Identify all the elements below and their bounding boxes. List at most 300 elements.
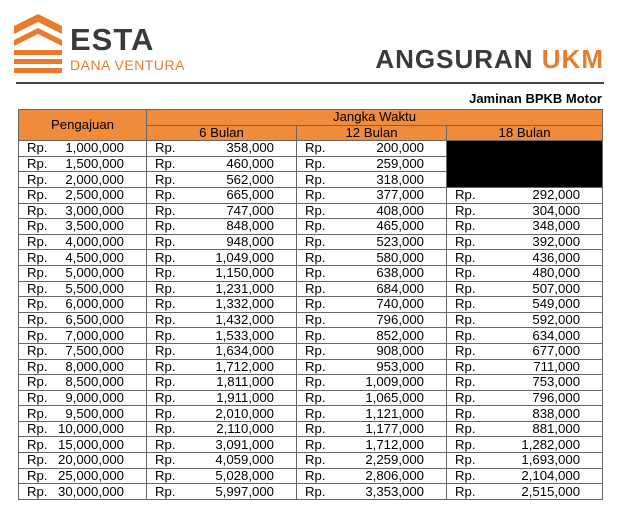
currency-label: Rp. [455,483,476,499]
currency-label: Rp. [455,421,476,437]
amount-value: 1,811,000 [216,374,274,390]
amount-value: 1,009,000 [365,374,424,390]
pengajuan-cell [19,359,147,375]
12-bulan-cell [297,172,447,188]
amount-value: 1,049,000 [215,249,274,265]
amount-value: 480,000 [532,265,581,281]
table-row [19,468,603,484]
18-bulan-cell [447,250,603,266]
pengajuan-cell [19,437,147,453]
pengajuan-cell [19,390,147,406]
currency-label: Rp. [155,265,176,281]
18-bulan-cell [447,343,603,359]
amount-value: 200,000 [376,140,424,156]
pengajuan-cell [19,468,147,484]
table-row [19,281,603,297]
table-row [19,250,603,266]
pengajuan-cell [19,297,147,313]
currency-label: Rp. [455,358,476,374]
currency-label: Rp. [305,265,326,281]
pengajuan-cell [19,203,147,219]
18-bulan-cell [447,390,603,406]
pengajuan-cell [19,453,147,469]
currency-label: Rp. [305,296,326,312]
18-bulan-cell [447,406,603,422]
currency-label: Rp. [27,467,48,483]
currency-label: Rp. [155,327,176,343]
amount-value: 465,000 [376,218,424,234]
6-bulan-cell [147,468,297,484]
brand-name: ESTA [70,22,155,57]
table-row [19,187,603,203]
6-bulan-cell [147,390,297,406]
12-bulan-cell [297,328,447,344]
amount-value: 953,000 [376,358,424,374]
amount-value: 318,000 [376,171,424,187]
currency-label: Rp. [27,156,48,172]
12-bulan-cell [297,484,447,500]
currency-label: Rp. [455,280,476,296]
18-bulan-cell [447,297,603,313]
pengajuan-cell [19,312,147,328]
currency-label: Rp. [27,452,48,468]
18-bulan-cell [447,203,603,219]
currency-label: Rp. [305,389,326,405]
currency-label: Rp. [305,452,326,468]
header-pengajuan: Pengajuan [19,110,147,141]
currency-label: Rp. [305,234,326,250]
12-bulan-cell [297,437,447,453]
table-row [19,390,603,406]
12-bulan-cell [297,421,447,437]
18-bulan-cell [447,187,603,203]
currency-label: Rp. [455,187,476,203]
pengajuan-cell [19,328,147,344]
currency-label: Rp. [27,374,48,390]
currency-label: Rp. [305,436,326,452]
6-bulan-cell [147,484,297,500]
currency-label: Rp. [305,249,326,265]
currency-label: Rp. [155,234,176,250]
currency-label: Rp. [27,249,48,265]
amount-value: 4,059,000 [215,452,274,468]
12-bulan-cell [297,359,447,375]
amount-value: 408,000 [376,202,424,218]
installment-table [18,109,603,500]
currency-label: Rp. [455,343,476,359]
currency-label: Rp. [27,405,48,421]
currency-label: Rp. [155,280,176,296]
header-6-bulan: 6 Bulan [147,125,297,141]
currency-label: Rp. [155,374,176,390]
amount-value: 796,000 [376,312,424,328]
amount-value: 838,000 [532,405,581,421]
currency-label: Rp. [155,358,176,374]
amount-value: 852,000 [376,327,424,343]
pengajuan-cell [19,141,147,157]
blocked-cell [447,141,603,188]
currency-label: Rp. [27,312,48,328]
amount-value: 1,231,000 [215,280,274,296]
currency-label: Rp. [155,483,176,499]
amount-value: 304,000 [532,202,581,218]
currency-label: Rp. [455,452,476,468]
18-bulan-cell [447,484,603,500]
18-bulan-cell [447,453,603,469]
currency-label: Rp. [305,467,326,483]
currency-label: Rp. [305,202,326,218]
page-title [375,44,604,75]
table-row [19,421,603,437]
currency-label: Rp. [305,405,326,421]
table-row [19,297,603,313]
amount-value: 562,000 [226,171,274,187]
currency-label: Rp. [27,358,48,374]
18-bulan-cell [447,328,603,344]
currency-label: Rp. [155,187,176,203]
6-bulan-cell [147,406,297,422]
amount-value: 1,432,000 [215,312,274,328]
18-bulan-cell [447,468,603,484]
pengajuan-cell [19,281,147,297]
brand-subname: DANA VENTURA [70,57,185,73]
6-bulan-cell [147,453,297,469]
header [0,0,620,82]
amount-value: 292,000 [532,187,581,203]
amount-value: 7,500,000 [65,343,124,359]
18-bulan-cell [447,281,603,297]
currency-label: Rp. [305,171,326,187]
amount-value: 592,000 [532,312,581,328]
currency-label: Rp. [27,187,48,203]
amount-value: 7,000,000 [65,327,124,343]
table-row [19,406,603,422]
currency-label: Rp. [455,249,476,265]
amount-value: 1,121,000 [365,405,424,421]
amount-value: 2,010,000 [215,405,274,421]
amount-value: 2,110,000 [216,421,274,437]
currency-label: Rp. [455,218,476,234]
amount-value: 460,000 [226,156,274,172]
table-row [19,219,603,235]
table-row [19,234,603,250]
6-bulan-cell [147,297,297,313]
amount-value: 5,000,000 [65,265,124,281]
12-bulan-cell [297,141,447,157]
6-bulan-cell [147,172,297,188]
currency-label: Rp. [305,156,326,172]
amount-value: 1,150,000 [215,265,274,281]
amount-value: 2,104,000 [521,467,581,483]
currency-label: Rp. [305,358,326,374]
amount-value: 6,500,000 [65,312,124,328]
amount-value: 740,000 [376,296,424,312]
currency-label: Rp. [455,374,476,390]
amount-value: 677,000 [532,343,581,359]
amount-value: 30,000,000 [57,483,124,499]
6-bulan-cell [147,265,297,281]
pengajuan-cell [19,406,147,422]
currency-label: Rp. [27,436,48,452]
currency-label: Rp. [455,234,476,250]
amount-value: 9,000,000 [65,389,124,405]
18-bulan-cell [447,219,603,235]
18-bulan-cell [447,421,603,437]
currency-label: Rp. [155,218,176,234]
pengajuan-cell [19,156,147,172]
table-row [19,484,603,500]
amount-value: 580,000 [376,249,424,265]
currency-label: Rp. [155,202,176,218]
18-bulan-cell [447,359,603,375]
amount-value: 1,332,000 [215,296,274,312]
amount-value: 3,000,000 [65,202,124,218]
6-bulan-cell [147,375,297,391]
amount-value: 377,000 [376,187,424,203]
currency-label: Rp. [455,436,476,452]
currency-label: Rp. [305,483,326,499]
amount-value: 436,000 [532,249,581,265]
table-row [19,453,603,469]
currency-label: Rp. [155,389,176,405]
12-bulan-cell [297,156,447,172]
amount-value: 1,712,000 [215,358,274,374]
amount-value: 3,091,000 [215,436,274,452]
currency-label: Rp. [155,249,176,265]
pengajuan-cell [19,219,147,235]
currency-label: Rp. [455,202,476,218]
currency-label: Rp. [27,202,48,218]
amount-value: 25,000,000 [57,467,124,483]
18-bulan-cell [447,312,603,328]
title-part-angsuran: ANGSURAN [375,44,542,74]
amount-value: 4,500,000 [65,249,124,265]
table-row [19,437,603,453]
amount-value: 1,000,000 [65,140,124,156]
amount-value: 358,000 [226,140,274,156]
12-bulan-cell [297,375,447,391]
currency-label: Rp. [305,187,326,203]
table-row [19,359,603,375]
6-bulan-cell [147,234,297,250]
12-bulan-cell [297,406,447,422]
table-row [19,312,603,328]
12-bulan-cell [297,234,447,250]
currency-label: Rp. [305,327,326,343]
amount-value: 1,693,000 [521,452,581,468]
currency-label: Rp. [155,171,176,187]
amount-value: 348,000 [532,218,581,234]
amount-value: 796,000 [532,389,581,405]
currency-label: Rp. [305,280,326,296]
amount-value: 711,000 [533,358,581,374]
currency-label: Rp. [155,140,176,156]
brand [70,24,185,73]
currency-label: Rp. [305,140,326,156]
title-part-ukm: UKM [541,44,604,74]
pengajuan-cell [19,172,147,188]
6-bulan-cell [147,343,297,359]
amount-value: 848,000 [226,218,274,234]
amount-value: 1,282,000 [521,436,581,452]
currency-label: Rp. [27,171,48,187]
18-bulan-cell [447,437,603,453]
currency-label: Rp. [155,452,176,468]
pengajuan-cell [19,375,147,391]
amount-value: 1,911,000 [216,389,274,405]
amount-value: 507,000 [532,280,581,296]
6-bulan-cell [147,328,297,344]
pengajuan-cell [19,234,147,250]
pengajuan-cell [19,484,147,500]
amount-value: 881,000 [532,421,581,437]
amount-value: 948,000 [226,234,274,250]
pengajuan-cell [19,265,147,281]
currency-label: Rp. [27,296,48,312]
12-bulan-cell [297,187,447,203]
6-bulan-cell [147,141,297,157]
table-row [19,375,603,391]
amount-value: 665,000 [226,187,274,203]
currency-label: Rp. [455,389,476,405]
amount-value: 6,000,000 [65,296,124,312]
amount-value: 684,000 [376,280,424,296]
table-row [19,343,603,359]
currency-label: Rp. [305,312,326,328]
collateral-subtitle: Jaminan BPKB Motor [469,91,602,106]
amount-value: 8,000,000 [65,358,124,374]
currency-label: Rp. [27,140,48,156]
currency-label: Rp. [455,467,476,483]
amount-value: 1,500,000 [65,156,124,172]
amount-value: 549,000 [532,296,581,312]
amount-value: 1,533,000 [215,327,274,343]
18-bulan-cell [447,265,603,281]
amount-value: 4,000,000 [65,234,124,250]
currency-label: Rp. [455,405,476,421]
pengajuan-cell [19,343,147,359]
6-bulan-cell [147,437,297,453]
12-bulan-cell [297,453,447,469]
currency-label: Rp. [27,265,48,281]
6-bulan-cell [147,421,297,437]
currency-label: Rp. [27,483,48,499]
currency-label: Rp. [155,296,176,312]
12-bulan-cell [297,343,447,359]
currency-label: Rp. [305,218,326,234]
header-18-bulan: 18 Bulan [447,125,603,141]
currency-label: Rp. [155,405,176,421]
table-row [19,328,603,344]
currency-label: Rp. [155,156,176,172]
currency-label: Rp. [27,327,48,343]
amount-value: 3,500,000 [65,218,124,234]
18-bulan-cell [447,375,603,391]
18-bulan-cell [447,234,603,250]
pengajuan-cell [19,421,147,437]
currency-label: Rp. [27,389,48,405]
currency-label: Rp. [455,265,476,281]
amount-value: 2,259,000 [365,452,424,468]
amount-value: 2,515,000 [521,483,581,499]
header-jangka-waktu: Jangka Waktu [147,110,603,126]
table-row [19,265,603,281]
12-bulan-cell [297,312,447,328]
6-bulan-cell [147,281,297,297]
amount-value: 259,000 [376,156,424,172]
amount-value: 1,177,000 [365,421,424,437]
currency-label: Rp. [27,234,48,250]
esta-logo-icon [14,14,62,74]
header-divider [16,82,604,84]
12-bulan-cell [297,250,447,266]
6-bulan-cell [147,187,297,203]
currency-label: Rp. [27,218,48,234]
12-bulan-cell [297,281,447,297]
amount-value: 1,634,000 [215,343,274,359]
amount-value: 1,065,000 [365,389,424,405]
amount-value: 1,712,000 [365,436,424,452]
table-row [19,141,603,157]
amount-value: 5,500,000 [65,280,124,296]
currency-label: Rp. [155,467,176,483]
currency-label: Rp. [155,421,176,437]
amount-value: 2,000,000 [65,171,124,187]
table-row [19,203,603,219]
currency-label: Rp. [27,343,48,359]
12-bulan-cell [297,390,447,406]
amount-value: 5,028,000 [215,467,274,483]
currency-label: Rp. [27,280,48,296]
6-bulan-cell [147,250,297,266]
amount-value: 2,500,000 [65,187,124,203]
currency-label: Rp. [155,343,176,359]
pengajuan-cell [19,250,147,266]
currency-label: Rp. [455,327,476,343]
currency-label: Rp. [305,374,326,390]
amount-value: 523,000 [376,234,424,250]
table-body [19,141,603,500]
currency-label: Rp. [455,296,476,312]
amount-value: 638,000 [376,265,424,281]
currency-label: Rp. [455,312,476,328]
6-bulan-cell [147,156,297,172]
currency-label: Rp. [155,436,176,452]
12-bulan-cell [297,203,447,219]
6-bulan-cell [147,203,297,219]
12-bulan-cell [297,297,447,313]
amount-value: 9,500,000 [65,405,124,421]
amount-value: 10,000,000 [57,421,124,437]
header-12-bulan: 12 Bulan [297,125,447,141]
currency-label: Rp. [155,312,176,328]
pengajuan-cell [19,187,147,203]
amount-value: 20,000,000 [57,452,124,468]
amount-value: 908,000 [376,343,424,359]
currency-label: Rp. [305,343,326,359]
amount-value: 747,000 [226,202,274,218]
amount-value: 2,806,000 [365,467,424,483]
6-bulan-cell [147,312,297,328]
amount-value: 392,000 [532,234,581,250]
amount-value: 8,500,000 [65,374,124,390]
12-bulan-cell [297,265,447,281]
amount-value: 753,000 [532,374,581,390]
currency-label: Rp. [305,421,326,437]
6-bulan-cell [147,219,297,235]
amount-value: 5,997,000 [215,483,274,499]
amount-value: 634,000 [532,327,581,343]
